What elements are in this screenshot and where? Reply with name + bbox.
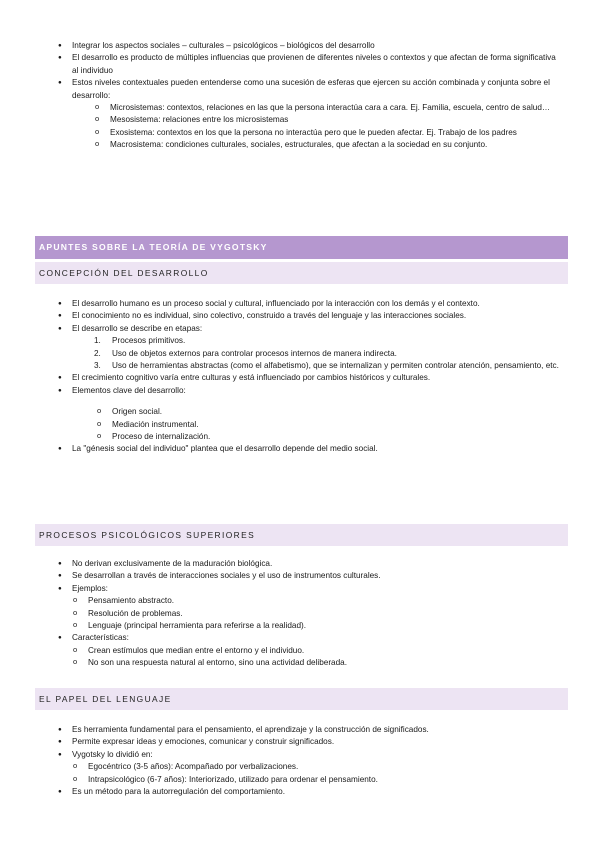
sublist-item: o Intrapsicológico (6-7 años): Interiorizado, utilizado para ordenar el pensamiento. [88,774,564,786]
stage-item: 2. Uso de objetos externos para controlar procesos internos de manera indirecta. [94,348,397,358]
list-item: ● El desarrollo es producto de múltiples influencias que provienen de diferentes niveles o contextos y que afectan de forma significativa al individuo [72,52,556,77]
list-item: ● Vygotsky lo dividió en: o Egocéntrico (3-5 años): Acompañado por verbalizaciones. o Intrapsicológico (6-7 años): Interiorizado, utilizado para ordenar el pensamiento. [72,749,564,786]
list-item: ● No derivan exclusivamente de la maduración biológica. [72,558,564,570]
list-item: ● Permite expresar ideas y emociones, comunicar y construir significados. [72,736,564,748]
stage-item: 3. Uso de herramientas abstractas (como el alfabetismo), que se internalizan y permiten controlar atención, pensamiento, etc. [94,361,559,371]
top-bullet-list [72,40,556,152]
language-division-sublist [88,761,564,786]
sublist-item: o Proceso de internalización. [112,431,564,443]
key-elements-sublist [112,406,564,443]
list-item: ● Es herramienta fundamental para el pensamiento, el aprendizaje y la construcción de significados. [72,724,564,736]
stages-list [94,335,560,372]
list-item: ● Integrar los aspectos sociales – culturales – psicológicos – biológicos del desarrollo [72,40,556,52]
list-item: ● Características: o Crean estímulos que median entre el entorno y el individuo. o No son una respuesta natural al entorno, sino una actividad deliberada. [72,632,564,669]
list-item: ● La "génesis social del individuo" plantea que el desarrollo depende del medio social. [72,443,564,455]
sublist-item: o Origen social. [112,406,564,418]
list-item: ● El desarrollo humano es un proceso social y cultural, influenciado por la interacción con los demás y el contexto. [72,298,564,310]
sublist-item: o Lenguaje (principal herramienta para referirse a la realidad). [88,620,564,632]
sublist-item: o Macrosistema: condiciones culturales, sociales, estructurales, que afectan a la sociedad en su conjunto. [110,139,552,151]
sublist-item: o Resolución de problemas. [88,608,564,620]
section-heading-concepcion: CONCEPCIÓN DEL DESARROLLO [35,262,568,284]
title-banner: APUNTES SOBRE LA TEORÍA DE VYGOTSKY [35,236,568,259]
list-item: ● Elementos clave del desarrollo: o Origen social. o Mediación instrumental. o Proceso de internalización. [72,385,564,444]
procesos-list [72,558,564,670]
sublist-item: o Exosistema: contextos en los que la persona no interactúa pero que le pueden afectar. Ej. Trabajo de los padres [110,127,552,139]
examples-sublist [88,595,564,632]
list-item: ● Se desarrollan a través de interacciones sociales y el uso de instrumentos culturales. [72,570,564,582]
characteristics-sublist [88,645,564,670]
concepcion-list [72,298,564,456]
list-item: ● El crecimiento cognitivo varía entre culturas y está influenciado por cambios históricos y culturales. [72,372,564,384]
sublist-item: o Crean estímulos que median entre el entorno y el individuo. [88,645,564,657]
lenguaje-list [72,724,564,798]
context-levels-sublist [110,102,552,152]
stage-item: 1. Procesos primitivos. [94,336,186,346]
sublist-item: o Mesosistema: relaciones entre los microsistemas [110,114,552,126]
sublist-item: o Pensamiento abstracto. [88,595,564,607]
list-item: ● Estos niveles contextuales pueden entenderse como una sucesión de esferas que ejercen su acción combinada y conjunta sobre el desarrollo: o Microsistemas: contextos, relaciones en las que la persona interactúa cara a cara. Ej. Familia, escuela, centro de salud… o Mesosistema: relaciones entre los microsistemas o Exosistema: contextos en los que la persona no interactúa pero que le pueden afectar. Ej. Trabajo de los padres o Macrosistema: condiciones culturales, sociales, estructurales, que afectan a la sociedad en su conjunto. [72,77,556,151]
list-item: ● El conocimiento no es individual, sino colectivo, construido a través del lenguaje y las interacciones sociales. [72,310,564,322]
sublist-item: o Microsistemas: contextos, relaciones en las que la persona interactúa cara a cara. Ej. Familia, escuela, centro de salud… [110,102,552,114]
list-item: ● Ejemplos: o Pensamiento abstracto. o Resolución de problemas. o Lenguaje (principal herramienta para referirse a la realidad). [72,583,564,633]
sublist-item: o Mediación instrumental. [112,419,564,431]
section-heading-procesos: PROCESOS PSICOLÓGICOS SUPERIORES [35,524,568,546]
list-item: ● El desarrollo se describe en etapas: 1. Procesos primitivos. 2. Uso de objetos externos para controlar procesos internos de manera indirecta. 3. Uso de herramientas abstractas (como el alfabetismo), que se internalizan y permiten controlar atención, pensamiento, etc. [72,323,564,373]
sublist-item: o Egocéntrico (3-5 años): Acompañado por verbalizaciones. [88,761,564,773]
list-item: ● Es un método para la autorregulación del comportamiento. [72,786,564,798]
section-heading-lenguaje: EL PAPEL DEL LENGUAJE [35,688,568,710]
sublist-item: o No son una respuesta natural al entorno, sino una actividad deliberada. [88,657,564,669]
